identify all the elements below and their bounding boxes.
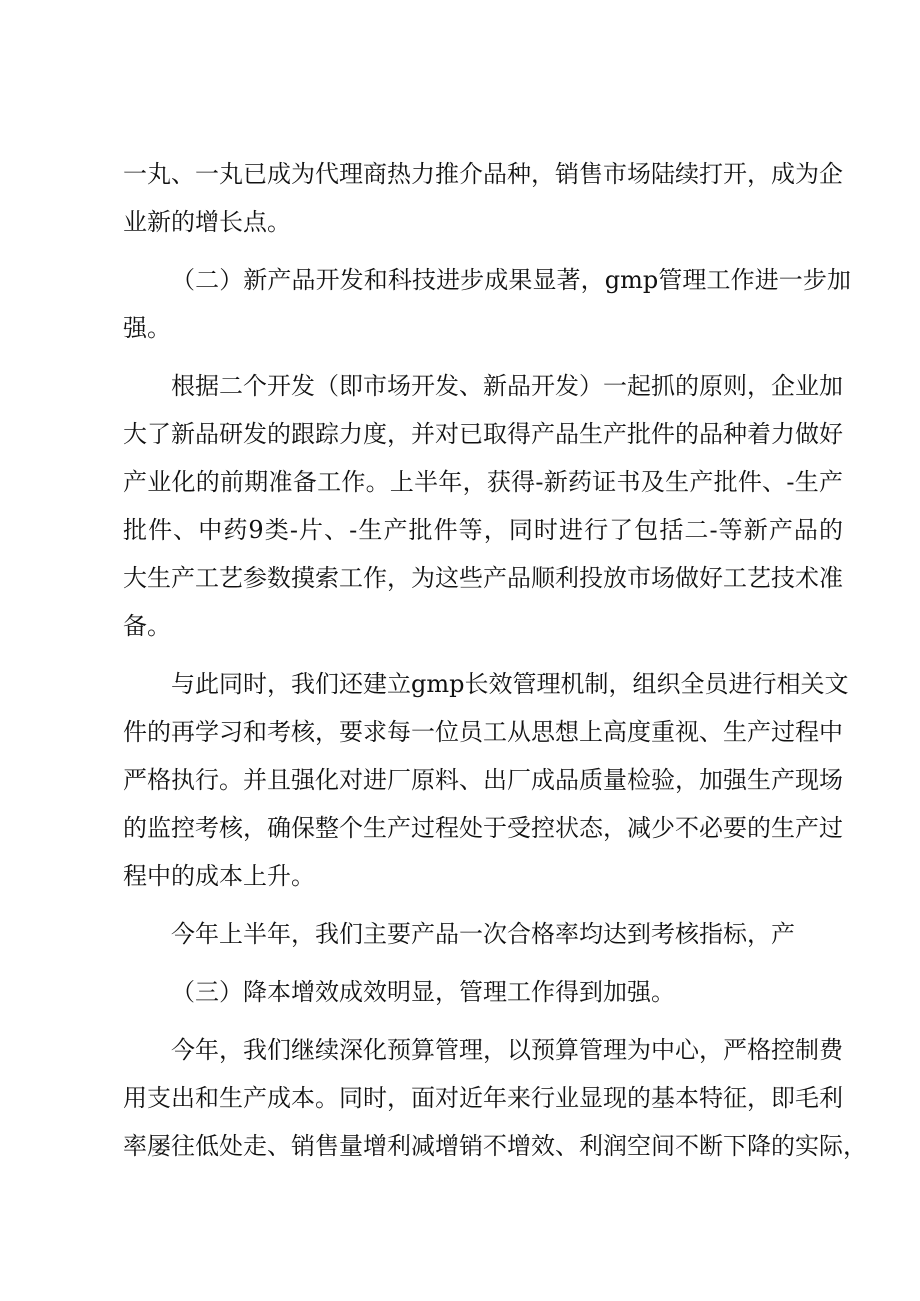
- text-line: 严格执行。并且强化对进厂原料、出厂成品质量检验，加强生产现场: [123, 766, 843, 794]
- text-line: 批件、中药9类-片、-生产批件等，同时进行了包括二-等新产品的: [123, 516, 843, 544]
- text-line: 大生产工艺参数摸索工作，为这些产品顺利投放市场做好工艺技术准: [123, 564, 843, 592]
- paragraph: [123, 362, 843, 650]
- document-body: [123, 150, 867, 1170]
- text-line: 一丸、一丸已成为代理商热力推介品种，销售市场陆续打开，成为企: [123, 160, 843, 188]
- text-line: 今年，我们继续深化预算管理，以预算管理为中心，严格控制费: [171, 1036, 843, 1064]
- section-heading-3: [123, 968, 843, 1016]
- text-line: 强。: [123, 314, 171, 342]
- text-line: 备。: [123, 612, 171, 640]
- paragraph: [123, 660, 849, 900]
- text-line: 今年上半年，我们主要产品一次合格率均达到考核指标，产: [171, 920, 795, 948]
- text-line: 产业化的前期准备工作。上半年，获得-新药证书及生产批件、-生产: [123, 468, 843, 496]
- text-line: 根据二个开发（即市场开发、新品开发）一起抓的原则，企业加: [171, 372, 843, 400]
- text-line: （三）降本增效成效明显，管理工作得到加强。: [171, 978, 675, 1006]
- section-heading-2: [123, 256, 851, 352]
- text-line: （二）新产品开发和科技进步成果显著，gmp管理工作进一步加: [171, 266, 851, 294]
- text-line: 与此同时，我们还建立gmp长效管理机制，组织全员进行相关文: [171, 670, 849, 698]
- paragraph: [123, 150, 843, 246]
- paragraph: [123, 910, 843, 958]
- text-line: 业新的增长点。: [123, 208, 291, 236]
- text-line: 用支出和生产成本。同时，面对近年来行业显现的基本特征，即毛利: [123, 1084, 843, 1112]
- text-line: 件的再学习和考核，要求每一位员工从思想上高度重视、生产过程中: [123, 718, 843, 746]
- text-line: 程中的成本上升。: [123, 862, 315, 890]
- paragraph: [123, 1026, 867, 1170]
- text-line: 的监控考核，确保整个生产过程处于受控状态，减少不必要的生产过: [123, 814, 843, 842]
- text-line: 率屡往低处走、销售量增利减增销不增效、利润空间不断下降的实际，: [123, 1132, 867, 1160]
- text-line: 大了新品研发的跟踪力度，并对已取得产品生产批件的品种着力做好: [123, 420, 843, 448]
